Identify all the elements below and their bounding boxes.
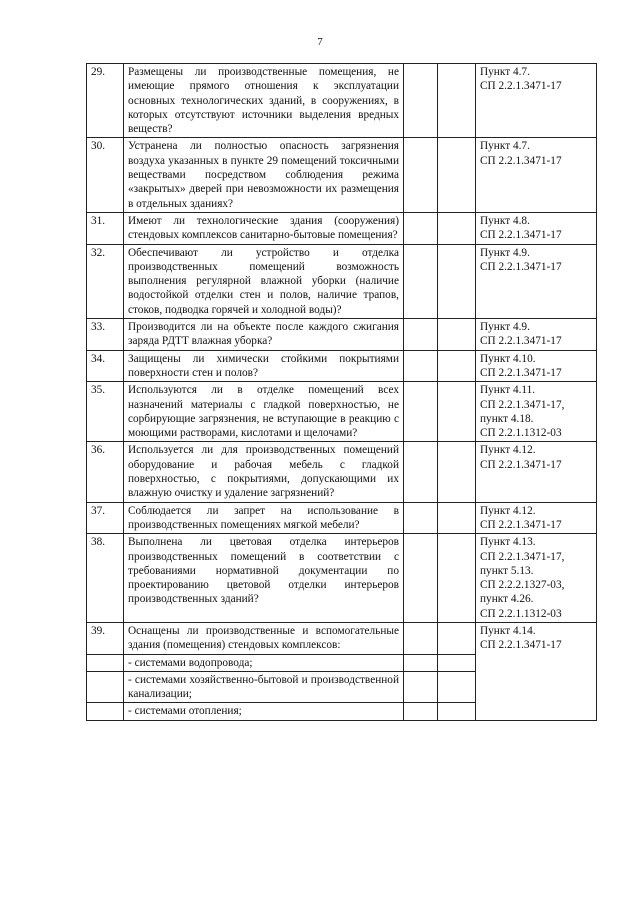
reference-line: Пункт 4.7. (480, 140, 530, 153)
table-row (87, 442, 597, 502)
row-number-empty (87, 703, 124, 720)
answer-cell-yes[interactable] (404, 622, 438, 654)
answer-cell-yes[interactable] (404, 671, 438, 703)
answer-cell-yes[interactable] (404, 654, 438, 671)
answer-cell-yes[interactable] (404, 382, 438, 442)
answer-cell-no[interactable] (438, 654, 476, 671)
table-row (87, 138, 597, 212)
table-row (87, 382, 597, 442)
row-number-empty (87, 671, 124, 703)
table-row (87, 350, 597, 382)
row-number: 34. (87, 350, 124, 382)
question-text: Используются ли в отделке помещений всех назначений материалы с гладкой поверхностью, не сорбирующие загрязнения, не вступающие в реакцию с моющими растворами, кислотами и щелочами? (124, 382, 404, 442)
table-row-39 (87, 622, 597, 654)
question-text: Устранена ли полностью опасность загрязнения воздуха указанных в пункте 29 помещений токсичными веществами посредством соблюдения режима «закрытых» дверей при невозможности их размещения в отдельных зданиях? (124, 138, 404, 212)
reference-line: СП 2.2.1.3471-17 (480, 260, 562, 273)
reference-line: Пункт 4.11. (480, 384, 536, 397)
reference-line: СП 2.2.1.3471-17 (480, 154, 562, 167)
question-text: Используется ли для производственных помещений оборудование и рабочая мебель с гладкой поверхностью, с покрытиями, допускающими их влажную очистку и удаление загрязнений? (124, 442, 404, 502)
row-number: 30. (87, 138, 124, 212)
reference-cell (476, 502, 597, 534)
checklist-body (87, 64, 597, 721)
table-row (87, 502, 597, 534)
table-row (87, 534, 597, 623)
answer-cell-yes[interactable] (404, 138, 438, 212)
reference-cell (476, 212, 597, 244)
reference-line: СП 2.2.1.1312-03 (480, 427, 562, 440)
question-text: Имеют ли технологические здания (сооружения) стендовых комплексов санитарно-бытовые помещения? (124, 212, 404, 244)
answer-cell-yes[interactable] (404, 534, 438, 623)
table-row (87, 212, 597, 244)
subitem-text: - системами отопления; (124, 703, 404, 720)
reference-line: СП 2.2.1.3471-17, (480, 398, 565, 411)
answer-cell-no[interactable] (438, 671, 476, 703)
subitem-text: - системами хозяйственно-бытовой и производственной канализации; (124, 671, 404, 703)
checklist-table (86, 63, 597, 721)
row-number: 29. (87, 64, 124, 138)
reference-line: СП 2.2.1.3471-17 (480, 518, 562, 531)
reference-cell (476, 138, 597, 212)
question-text: Защищены ли химически стойкими покрытиями поверхности стен и полов? (124, 350, 404, 382)
subitem-text: - системами водопровода; (124, 654, 404, 671)
answer-cell-yes[interactable] (404, 244, 438, 318)
reference-line: пункт 4.18. (480, 412, 534, 425)
reference-cell (476, 350, 597, 382)
answer-cell-yes[interactable] (404, 64, 438, 138)
row-number: 31. (87, 212, 124, 244)
reference-line: Пункт 4.7. (480, 66, 530, 78)
reference-line: СП 2.2.1.3471-17 (480, 458, 562, 471)
answer-cell-yes[interactable] (404, 703, 438, 720)
table-row (87, 244, 597, 318)
answer-cell-no[interactable] (438, 502, 476, 534)
answer-cell-no[interactable] (438, 138, 476, 212)
reference-line: СП 2.2.1.3471-17 (480, 335, 562, 348)
reference-line: СП 2.2.1.3471-17, (480, 550, 565, 563)
reference-line: Пункт 4.9. (480, 321, 530, 334)
reference-line: Пункт 4.12. (480, 504, 536, 517)
answer-cell-no[interactable] (438, 382, 476, 442)
answer-cell-no[interactable] (438, 622, 476, 654)
row-number: 39. (87, 622, 124, 654)
reference-cell (476, 534, 597, 623)
reference-line: Пункт 4.10. (480, 352, 536, 365)
answer-cell-yes[interactable] (404, 442, 438, 502)
reference-line: СП 2.2.1.3471-17 (480, 366, 562, 379)
reference-cell (476, 244, 597, 318)
reference-line: СП 2.2.1.3471-17 (480, 639, 562, 652)
reference-line: Пункт 4.13. (480, 536, 536, 549)
question-text: Размещены ли производственные помещения, не имеющие прямого отношения к эксплуатации основных технологических зданий, в сооружениях, в которых отсутствуют источники выделения вредных веществ? (124, 64, 404, 138)
reference-cell (476, 319, 597, 351)
reference-cell (476, 622, 597, 720)
reference-line: пункт 5.13. (480, 564, 534, 577)
row-number: 33. (87, 319, 124, 351)
row-number: 32. (87, 244, 124, 318)
row-number: 36. (87, 442, 124, 502)
answer-cell-no[interactable] (438, 703, 476, 720)
answer-cell-yes[interactable] (404, 212, 438, 244)
reference-line: СП 2.2.1.3471-17 (480, 229, 562, 242)
reference-line: Пункт 4.12. (480, 444, 536, 457)
answer-cell-no[interactable] (438, 64, 476, 138)
answer-cell-yes[interactable] (404, 350, 438, 382)
reference-cell (476, 64, 597, 138)
reference-line: Пункт 4.8. (480, 214, 530, 227)
reference-line: СП 2.2.1.3471-17 (480, 80, 562, 93)
answer-cell-yes[interactable] (404, 502, 438, 534)
answer-cell-no[interactable] (438, 319, 476, 351)
question-text: Производится ли на объекте после каждого сжигания заряда РДТТ влажная уборка? (124, 319, 404, 351)
row-number: 35. (87, 382, 124, 442)
question-text: Обеспечивают ли устройство и отделка производственных помещений возможность выполнения регулярной влажной уборки (наличие водостойкой отделки стен и полов, наличие трапов, стоков, подводка горячей и холодной воды)? (124, 244, 404, 318)
answer-cell-no[interactable] (438, 244, 476, 318)
reference-cell (476, 442, 597, 502)
question-text: Соблюдается ли запрет на использование в производственных помещениях мягкой мебели? (124, 502, 404, 534)
answer-cell-no[interactable] (438, 442, 476, 502)
question-text: Выполнена ли цветовая отделка интерьеров производственных помещений в соответствии с требованиями нормативной документации по проектированию цветовой отделки интерьеров производственных зданий? (124, 534, 404, 623)
reference-line: СП 2.2.2.1327-03, (480, 579, 565, 592)
reference-line: СП 2.2.1.1312-03 (480, 607, 562, 620)
reference-line: пункт 4.26. (480, 593, 534, 606)
reference-cell (476, 382, 597, 442)
reference-line: Пункт 4.9. (480, 246, 530, 259)
row-number: 37. (87, 502, 124, 534)
answer-cell-no[interactable] (438, 350, 476, 382)
row-number: 38. (87, 534, 124, 623)
answer-cell-yes[interactable] (404, 319, 438, 351)
question-text: Оснащены ли производственные и вспомогательные здания (помещения) стендовых комплексов: (124, 622, 404, 654)
answer-cell-no[interactable] (438, 212, 476, 244)
table-row (87, 319, 597, 351)
reference-line: Пункт 4.14. (480, 624, 536, 637)
page-number: 7 (317, 36, 323, 48)
table-row (87, 64, 597, 138)
answer-cell-no[interactable] (438, 534, 476, 623)
row-number-empty (87, 654, 124, 671)
